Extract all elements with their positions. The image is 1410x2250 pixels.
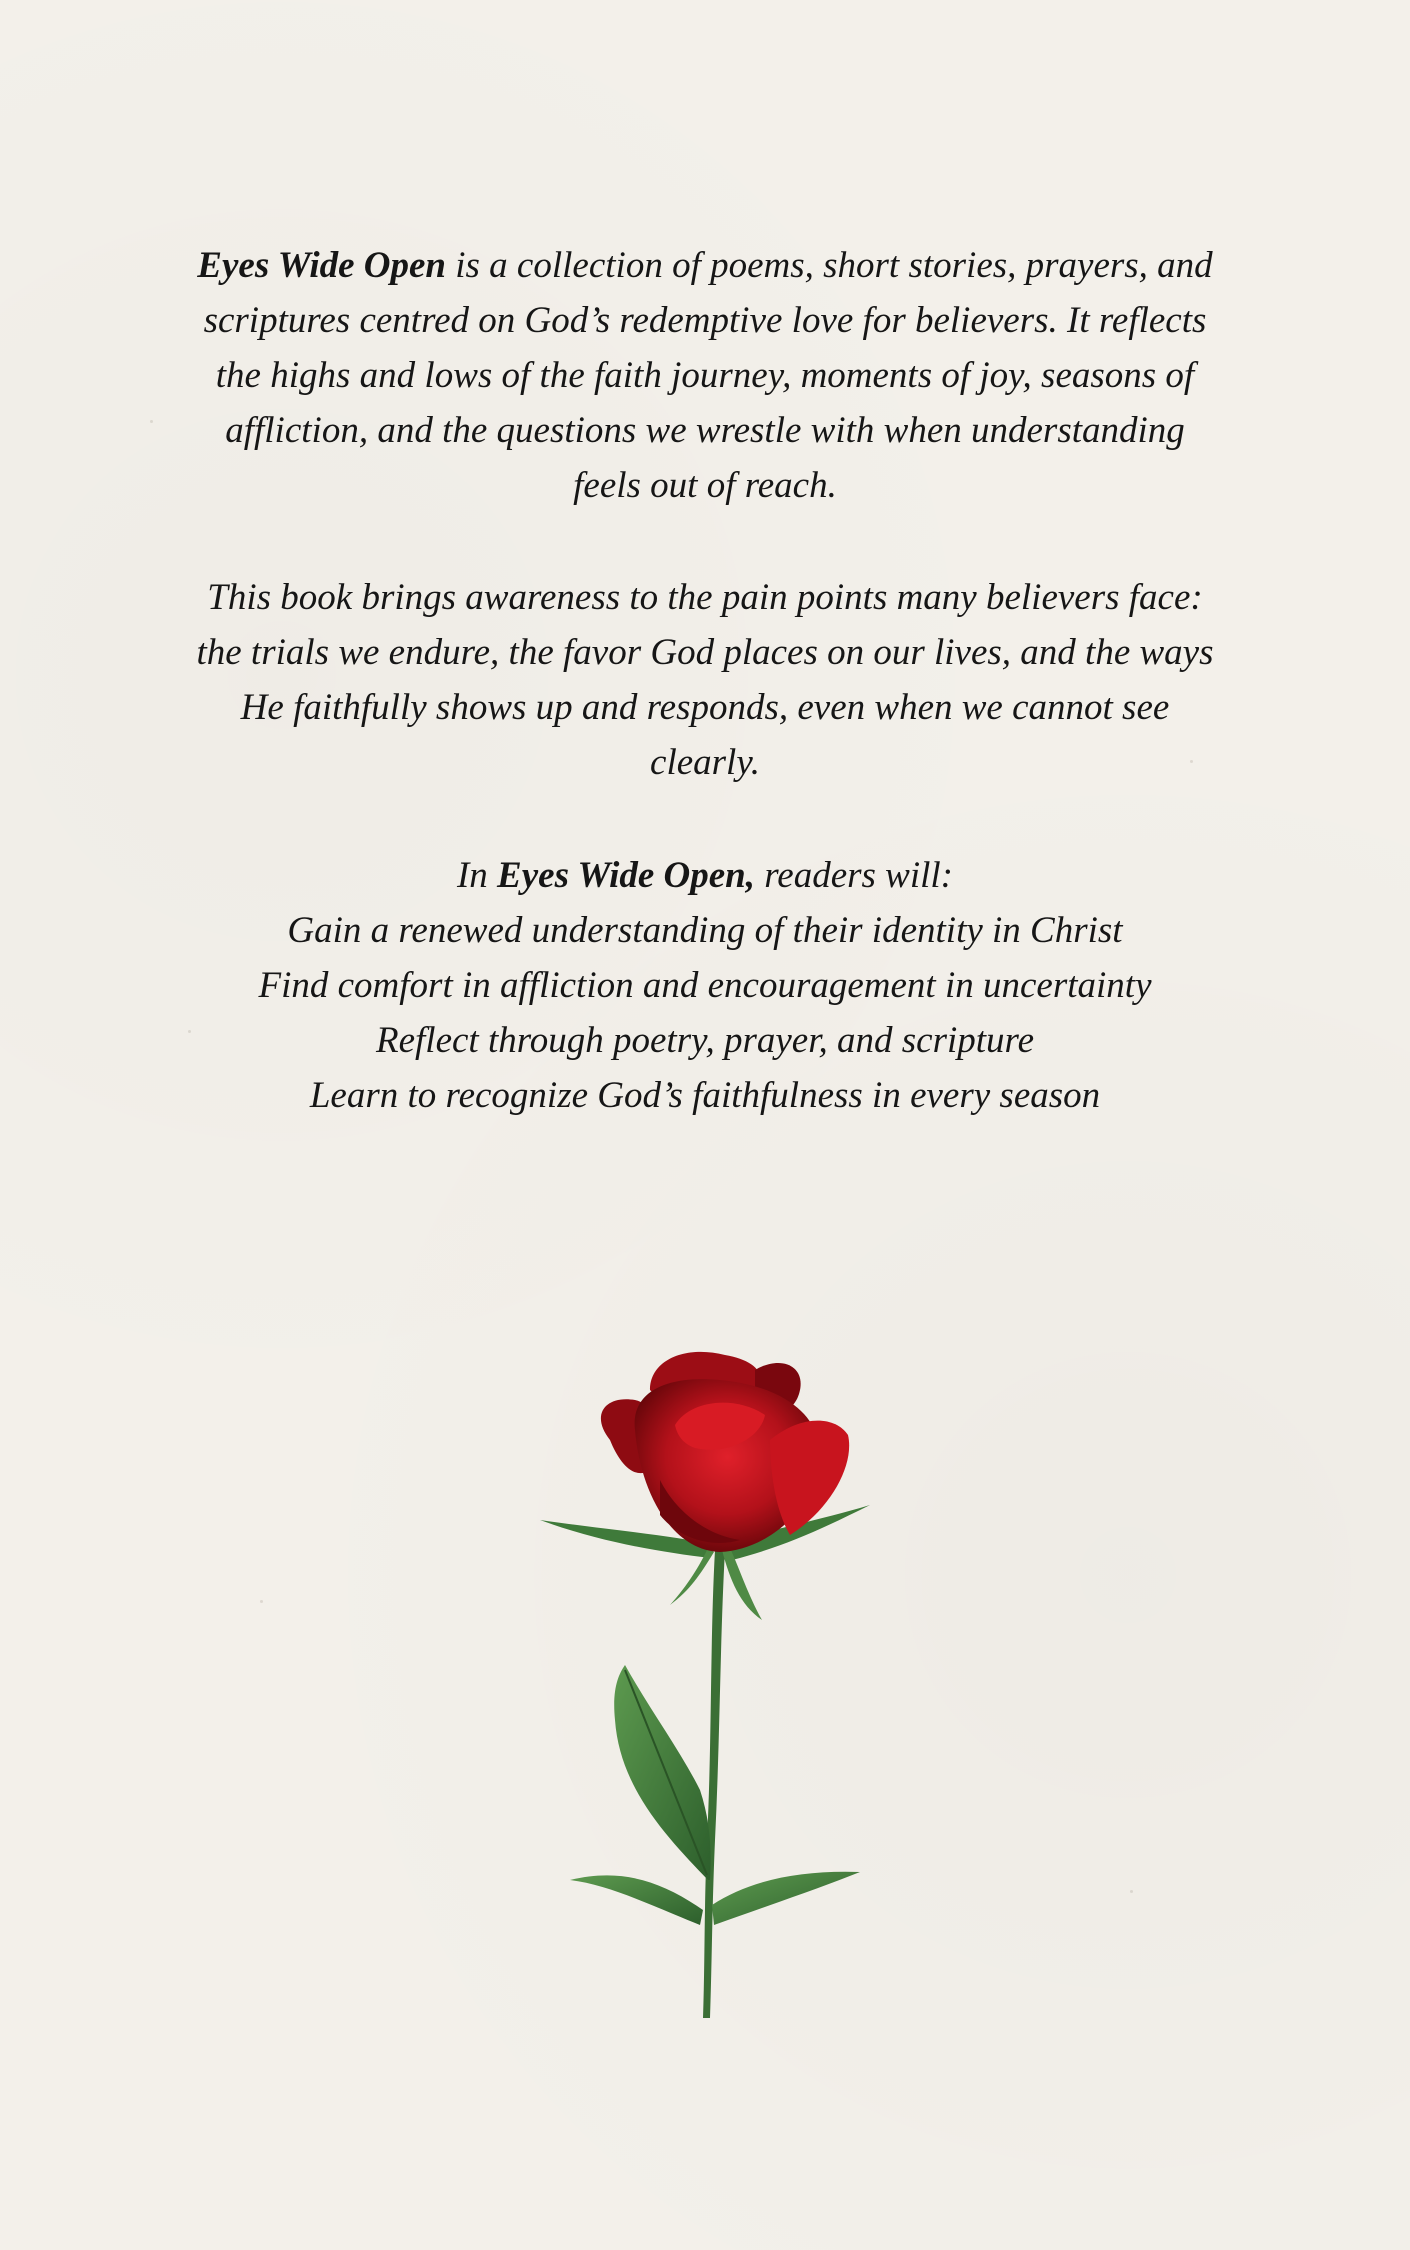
text-line — [180, 238, 1230, 293]
list-item: Learn to recognize God’s faithfulness in every season — [309, 1075, 1101, 1116]
list-item: Reflect through poetry, prayer, and scripture — [375, 1020, 1034, 1061]
book-title-inline: Eyes Wide Open, — [497, 855, 755, 896]
book-title: Eyes Wide Open — [197, 245, 446, 286]
list-intro — [180, 848, 1230, 903]
description-paragraph — [180, 238, 1230, 513]
awareness-paragraph — [180, 570, 1230, 790]
paper-speck — [150, 420, 153, 423]
text-line: scriptures centred on God’s redemptive love for believers. It reflects — [203, 300, 1207, 341]
paper-speck — [1130, 1890, 1133, 1893]
text-line: the highs and lows of the faith journey, moments of joy, seasons of — [215, 355, 1195, 396]
text-line: This book brings awareness to the pain points many believers face: — [207, 577, 1203, 618]
text-line: He faithfully shows up and responds, even when we cannot see — [240, 687, 1170, 728]
benefits-list — [180, 848, 1230, 1123]
list-item: Gain a renewed understanding of their identity in Christ — [287, 910, 1123, 951]
text-fragment: In — [456, 855, 498, 896]
list-item: Find comfort in affliction and encouragement in uncertainty — [258, 965, 1152, 1006]
text-fragment: is a collection of poems, short stories, prayers, and — [446, 245, 1213, 286]
text-fragment: readers will: — [755, 855, 954, 896]
red-rose-illustration — [500, 1320, 960, 2020]
text-line: feels out of reach. — [573, 465, 837, 506]
text-line: affliction, and the questions we wrestle with when understanding — [225, 410, 1185, 451]
paper-speck — [260, 1600, 263, 1603]
text-line: clearly. — [650, 742, 760, 783]
text-line: the trials we endure, the favor God places on our lives, and the ways — [196, 632, 1214, 673]
